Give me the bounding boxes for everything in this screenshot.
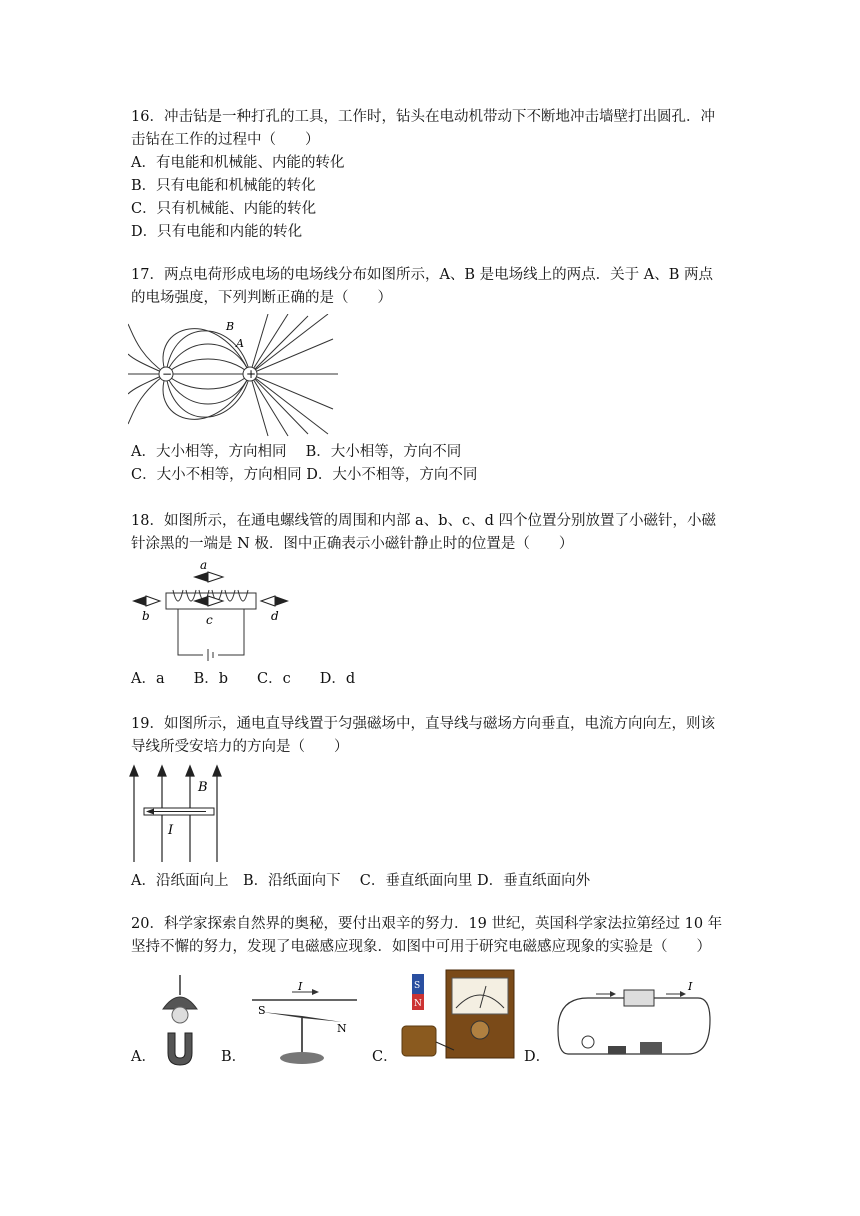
question-stem-line: 17．两点电荷形成电场的电场线分布如图所示，A、B 是电场线上的两点．关于 A、B 两点: [131, 267, 714, 283]
question-stem-line: 坚持不懈的努力，发现了电磁感应现象．如图中可用于研究电磁感应现象的实验是（ ）: [131, 939, 711, 955]
options-row: A．沿纸面向上 B．沿纸面向下 C．垂直纸面向里 D．垂直纸面向外: [131, 873, 591, 889]
field-label-b: B: [198, 780, 208, 795]
magnet-s-label: S: [414, 981, 421, 991]
question-stem-line: 18．如图所示，在通电螺线管的周围和内部 a、b、c、d 四个位置分别放置了小磁针，小磁: [131, 513, 716, 529]
compass-s-label: S: [258, 1004, 266, 1017]
choice-c-coil-galvanometer-figure: [398, 968, 518, 1063]
question-16: [131, 106, 731, 244]
question-stem-line: 20．科学家探索自然界的奥秘，要付出艰辛的努力．19 世纪，英国科学家法拉第经过 10 年: [131, 916, 723, 932]
question-20: [131, 913, 731, 959]
choice-b-label: B．: [221, 1049, 247, 1065]
question-19: [131, 713, 731, 759]
choice-d-circuit-figure: [548, 980, 713, 1065]
option-b: B．只有电能和机械能的转化: [131, 178, 316, 194]
question-stem-line: 导线所受安培力的方向是（ ）: [131, 739, 349, 755]
solenoid-figure: [128, 560, 298, 662]
question-18-options: [131, 668, 731, 691]
choice-d-label: D．: [524, 1049, 551, 1065]
negative-charge-label: −: [162, 367, 173, 381]
choice-b-wire-compass-figure: [242, 978, 362, 1068]
magnet-n-label: N: [414, 999, 422, 1009]
options-row: C．大小不相等，方向相同 D．大小不相等，方向不同: [131, 467, 478, 483]
label-c: c: [206, 613, 213, 627]
question-18: [131, 510, 731, 556]
choice-a-lamp-magnet-figure: [155, 975, 205, 1067]
label-d: d: [271, 609, 279, 623]
electric-field-lines-figure: [128, 314, 338, 440]
question-stem-line: 的电场强度，下列判断正确的是（ ）: [131, 290, 392, 306]
question-stem-line: 16．冲击钻是一种打孔的工具，工作时，钻头在电动机带动下不断地冲击墙壁打出圆孔．冲: [131, 109, 715, 125]
compass-n-label: N: [337, 1022, 347, 1035]
compass-needle-c: [193, 596, 223, 606]
choice-a-label: A．: [131, 1049, 156, 1065]
point-a-label: A: [236, 337, 244, 350]
question-19-options: [131, 870, 731, 893]
compass-needle-a: [193, 572, 223, 582]
options-row: A．大小相等，方向相同 B．大小相等，方向不同: [131, 444, 462, 460]
options-row: A．a B．b C．c D．d: [131, 671, 356, 687]
compass-needle-b: [132, 596, 160, 606]
option-d: D．只有电能和内能的转化: [131, 224, 303, 240]
positive-charge-label: +: [246, 367, 257, 381]
current-label-i: I: [168, 823, 174, 838]
current-label-i: I: [298, 980, 303, 993]
option-a: A．有电能和机械能、内能的转化: [131, 155, 345, 171]
label-b: b: [142, 609, 150, 623]
compass-needle-d: [261, 596, 289, 606]
current-label-i: I: [688, 980, 693, 993]
question-17: [131, 264, 731, 310]
question-stem-line: 击钻在工作的过程中（ ）: [131, 132, 320, 148]
question-stem-line: 19．如图所示，通电直导线置于匀强磁场中，直导线与磁场方向垂直，电流方向向左，则该: [131, 716, 715, 732]
question-17-options: [131, 441, 731, 487]
option-c: C．只有机械能、内能的转化: [131, 201, 317, 217]
point-b-label: B: [226, 320, 235, 333]
question-stem-line: 针涂黑的一端是 N 极．图中正确表示小磁针静止时的位置是（ ）: [131, 536, 574, 552]
choice-c-label: C．: [372, 1049, 398, 1065]
label-a: a: [200, 560, 208, 572]
magnetic-field-wire-figure: [128, 764, 228, 864]
